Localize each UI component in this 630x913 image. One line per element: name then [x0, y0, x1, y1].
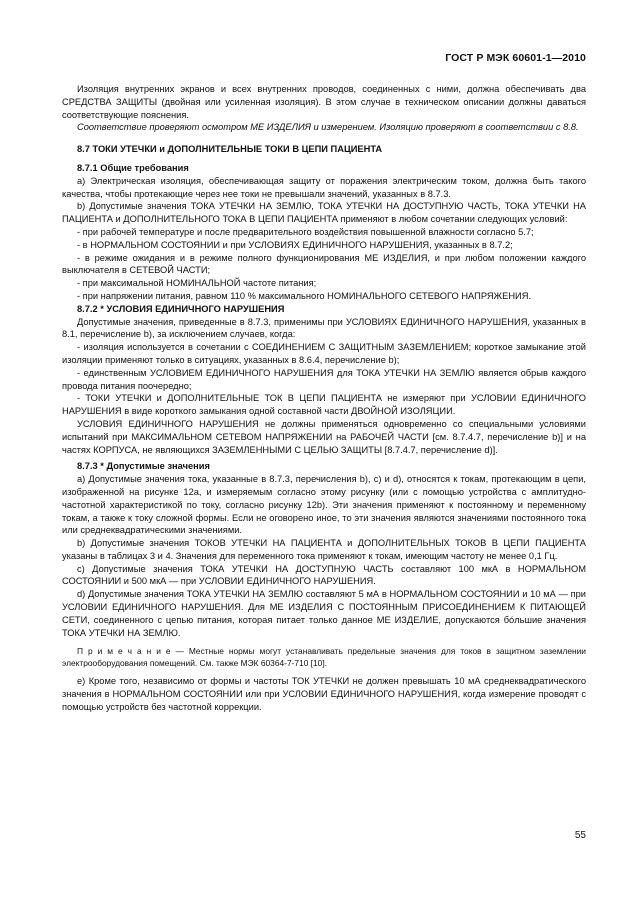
document-page: [62, 30, 586, 900]
note-paragraph: П р и м е ч а н и е — Местные нормы могут устанавливать предельные значения для токов в защитном заземлении электрооборудования помещений. См. также МЭК 60364-7-710 [10].: [62, 646, 586, 669]
intro-paragraph: Изоляция внутренних экранов и всех внутренних проводов, соединенных с ними, должна обеспечивать два СРЕДСТВА ЗАЩИТЫ (двойная или усиленная изоляция). В этом случае в техническом описании должны даваться соответствующие пояснения.: [62, 84, 586, 120]
compliance-paragraph: Соответствие проверяют осмотром МЕ ИЗДЕЛИЯ и измерением. Изоляцию проверяют в соответствии с 8.8.: [77, 122, 579, 133]
list-item: - единственным УСЛОВИЕМ ЕДИНИЧНОГО НАРУШЕНИЯ для ТОКА УТЕЧКИ НА ЗЕМЛЮ является обрыв каждого провода питания поочередно;: [62, 367, 586, 391]
paragraph-873-a: а) Допустимые значения тока, указанные в 8.7.3, перечисления b), c) и d), относятся к токам, протекающим в цепи, изображенной на рисунке 12а, и измеряемым согласно этому рисунку (или с помощью устройства с амплитудно-частотной характеристикой по току, согласно рисунку 12b). Эти значения применяют к постоянному и переменному токам, а также к току сложной формы. Если не оговорено иное, то эти значения являются значениями постоянного тока или среднеквадратическими значениями.: [62, 474, 586, 536]
paragraph-871-a: а) Электрическая изоляция, обеспечивающая защиту от поражения электрическим током, должна быть такого качества, чтобы протекающие через нее токи не превышали значений, указанных в 8.7.3.: [62, 175, 586, 199]
paragraph-872-intro: Допустимые значения, приведенные в 8.7.3, применимы при УСЛОВИЯХ ЕДИНИЧНОГО НАРУШЕНИЯ, указанных в 8.1, перечисление b), за исключением случаев, когда:: [62, 316, 586, 340]
list-item: - при напряжении питания, равном 110 % максимального НОМИНАЛЬНОГО СЕТЕВОГО НАПРЯЖЕНИЯ.: [77, 290, 532, 301]
list-item: - при максимальной НОМИНАЛЬНОЙ частоте питания;: [77, 278, 317, 289]
page-number: 55: [574, 830, 586, 841]
paragraph-873-e: е) Кроме того, независимо от формы и частоты ТОК УТЕЧКИ не должен превышать 10 мА среднеквадратического значения в НОРМАЛЬНОМ СОСТОЯНИИ или при УСЛОВИИ ЕДИНИЧНОГО НАРУШЕНИЯ, когда измерение проводят с помощью устройств без частотной коррекции.: [62, 676, 586, 713]
list-item: - ТОКИ УТЕЧКИ и ДОПОЛНИТЕЛЬНЫЕ ТОК В ЦЕПИ ПАЦИЕНТА не измеряют при УСЛОВИИ ЕДИНИЧНОГО НАРУШЕНИЯ в виде короткого замыкания одной составной части ДВОЙНОЙ ИЗОЛЯЦИИ.: [62, 393, 586, 417]
paragraph-873-d: d) Допустимые значения ТОКА УТЕЧКИ НА ЗЕМЛЮ составляют 5 мА в НОРМАЛЬНОМ СОСТОЯНИИ и 10 мА — при УСЛОВИИ ЕДИНИЧНОГО НАРУШЕНИЯ. Для МЕ ИЗДЕЛИЯ С ПОСТОЯННЫМ ПРИСОЕДИНЕНИЕМ К ПИТАЮЩЕЙ СЕТИ, соединенного с цепью питания, которая питает только данное МЕ ИЗДЕЛИЕ, допускаются бóльшие значения ТОКА УТЕЧКИ НА ЗЕМЛЮ.: [62, 589, 586, 638]
standard-code-header: ГОСТ Р МЭК 60601-1—2010: [445, 52, 586, 64]
paragraph-872-conditions: УСЛОВИЯ ЕДИНИЧНОГО НАРУШЕНИЯ не должны применяться одновременно со специальными условиями испытаний при МАКСИМАЛЬНОМ СЕТЕВОМ НАПРЯЖЕНИИ на РАБОЧЕЙ ЧАСТИ [см. 8.7.4.7, перечисление b)] и на частях КОРПУСА, не являющихся ЗАЗЕМЛЕННЫМИ С ЦЕЛЬЮ ЗАЩИТЫ [8.7.4.7, перечисление d)].: [62, 418, 586, 455]
subsection-heading-871: 8.7.1 Общие требования: [77, 162, 189, 173]
list-item: - в режиме ожидания и в режиме полного функционирования МЕ ИЗДЕЛИЯ, и при любом положении каждого выключателя в СЕТЕВОЙ ЧАСТИ;: [62, 252, 586, 276]
subsection-heading-873: 8.7.3 * Допустимые значения: [77, 461, 210, 472]
subsection-heading-872: 8.7.2 * УСЛОВИЯ ЕДИНИЧНОГО НАРУШЕНИЯ: [77, 303, 285, 314]
list-item: - при рабочей температуре и после предварительного воздействия повышенной влажности согласно 5.7;: [77, 226, 534, 237]
section-heading: 8.7 ТОКИ УТЕЧКИ и ДОПОЛНИТЕЛЬНЫЕ ТОКИ В ЦЕПИ ПАЦИЕНТА: [77, 144, 383, 155]
paragraph-873-c: с) Допустимые значения ТОКА УТЕЧКИ НА ДОСТУПНУЮ ЧАСТЬ составляют 100 мкА в НОРМАЛЬНОМ СОСТОЯНИИ и 500 мкА — при УСЛОВИИ ЕДИНИЧНОГО НАРУШЕНИЯ.: [62, 563, 586, 587]
body-text: [62, 83, 586, 714]
list-item: - изоляция используется в сочетании с СОЕДИНЕНИЕМ С ЗАЩИТНЫМ ЗАЗЕМЛЕНИЕМ; короткое замыкание этой изоляции применяют только в ситуациях, указанных в 8.6.4, перечисление b);: [62, 342, 586, 365]
paragraph-871-b: b) Допустимые значения ТОКА УТЕЧКИ НА ЗЕМЛЮ, ТОКА УТЕЧКИ НА ДОСТУПНУЮ ЧАСТЬ, ТОКА УТЕЧКИ НА ПАЦИЕНТА и ДОПОЛНИТЕЛЬНОГО ТОКА В ЦЕПИ ПАЦИЕНТА применяют в любом сочетании следующих условий:: [62, 201, 586, 225]
paragraph-873-b: b) Допустимые значения ТОКОВ УТЕЧКИ НА ПАЦИЕНТА и ДОПОЛНИТЕЛЬНЫХ ТОКОВ В ЦЕПИ ПАЦИЕНТА указаны в таблицах 3 и 4. Значения для переменного тока применяют к токам, имеющим частоту не менее 0,1 Гц.: [62, 538, 586, 561]
list-item: - в НОРМАЛЬНОМ СОСТОЯНИИ и при УСЛОВИЯХ ЕДИНИЧНОГО НАРУШЕНИЯ, указанных в 8.7.2;: [77, 239, 513, 250]
